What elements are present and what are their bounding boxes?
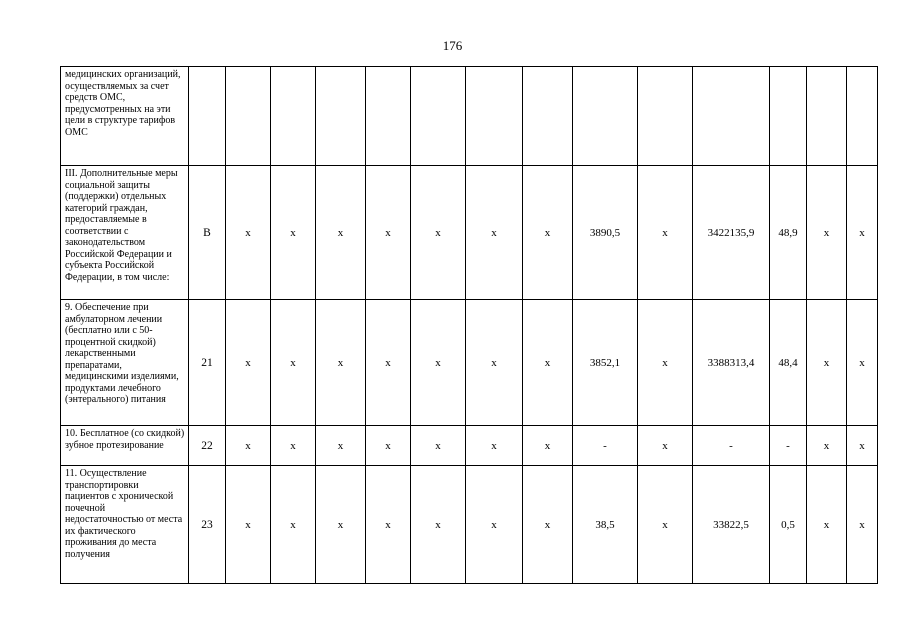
row-description: 9. Обеспечение при амбулаторном лечении (бесплатно или с 50-процентной скидкой) лекарственными препаратами, медицинскими изделиями, продуктами лечебного (энтерального) питания [61, 300, 189, 426]
value-cell: х [638, 300, 693, 426]
value-cell: х [366, 426, 411, 466]
value-cell [316, 67, 366, 166]
row-description: 11. Осуществление транспортировки пациентов с хронической почечной недостаточностью от места их фактического проживания до места получения [61, 466, 189, 584]
value-cell [226, 67, 271, 166]
value-cell: х [523, 300, 573, 426]
data-table [60, 66, 878, 584]
value-cell: - [573, 426, 638, 466]
table-row [61, 166, 878, 300]
value-cell [693, 67, 770, 166]
value-cell: х [523, 466, 573, 584]
value-cell: х [523, 166, 573, 300]
value-cell: х [366, 300, 411, 426]
value-cell: х [411, 466, 466, 584]
value-cell: 48,9 [770, 166, 807, 300]
table-row [61, 300, 878, 426]
value-cell: х [847, 426, 878, 466]
value-cell: х [807, 300, 847, 426]
value-cell: х [807, 466, 847, 584]
value-cell: 38,5 [573, 466, 638, 584]
value-cell: х [366, 466, 411, 584]
value-cell: 3388313,4 [693, 300, 770, 426]
value-cell: х [271, 300, 316, 426]
row-code [189, 67, 226, 166]
value-cell: х [466, 300, 523, 426]
value-cell: 33822,5 [693, 466, 770, 584]
value-cell [411, 67, 466, 166]
value-cell: х [316, 466, 366, 584]
row-code: 23 [189, 466, 226, 584]
value-cell: 48,4 [770, 300, 807, 426]
value-cell [847, 67, 878, 166]
value-cell: х [226, 166, 271, 300]
value-cell: х [807, 166, 847, 300]
value-cell: х [271, 166, 316, 300]
value-cell: х [466, 466, 523, 584]
value-cell [573, 67, 638, 166]
value-cell: х [847, 300, 878, 426]
value-cell [638, 67, 693, 166]
page-number: 176 [442, 38, 463, 53]
value-cell: х [411, 166, 466, 300]
value-cell: х [411, 300, 466, 426]
row-code: В [189, 166, 226, 300]
value-cell: 3852,1 [573, 300, 638, 426]
value-cell: 3422135,9 [693, 166, 770, 300]
value-cell: х [466, 426, 523, 466]
value-cell [466, 67, 523, 166]
value-cell: 0,5 [770, 466, 807, 584]
value-cell [271, 67, 316, 166]
value-cell: х [847, 466, 878, 584]
value-cell [770, 67, 807, 166]
row-code: 22 [189, 426, 226, 466]
value-cell: х [847, 166, 878, 300]
value-cell: х [523, 426, 573, 466]
value-cell: х [366, 166, 411, 300]
value-cell: х [466, 166, 523, 300]
table-row [61, 466, 878, 584]
value-cell: х [316, 426, 366, 466]
value-cell [807, 67, 847, 166]
value-cell: х [226, 300, 271, 426]
value-cell: - [770, 426, 807, 466]
value-cell: х [271, 426, 316, 466]
value-cell: х [226, 466, 271, 584]
value-cell: х [807, 426, 847, 466]
value-cell: х [316, 166, 366, 300]
row-code: 21 [189, 300, 226, 426]
value-cell: х [638, 466, 693, 584]
row-description: медицинских организаций, осуществляемых за счет средств ОМС, предусмотренных на эти цели в структуре тарифов ОМС [61, 67, 189, 166]
row-description: 10. Бесплатное (со скидкой) зубное протезирование [61, 426, 189, 466]
table-row [61, 67, 878, 166]
value-cell: х [638, 426, 693, 466]
value-cell: - [693, 426, 770, 466]
row-description: III. Дополнительные меры социальной защиты (поддержки) отдельных категорий граждан, предоставляемые в соответствии с законодательством Российской Федерации и субъекта Российской Федерации, в том числе: [61, 166, 189, 300]
value-cell [366, 67, 411, 166]
value-cell: х [271, 466, 316, 584]
value-cell: х [316, 300, 366, 426]
value-cell [523, 67, 573, 166]
table-row [61, 426, 878, 466]
value-cell: х [638, 166, 693, 300]
value-cell: х [226, 426, 271, 466]
value-cell: х [411, 426, 466, 466]
value-cell: 3890,5 [573, 166, 638, 300]
